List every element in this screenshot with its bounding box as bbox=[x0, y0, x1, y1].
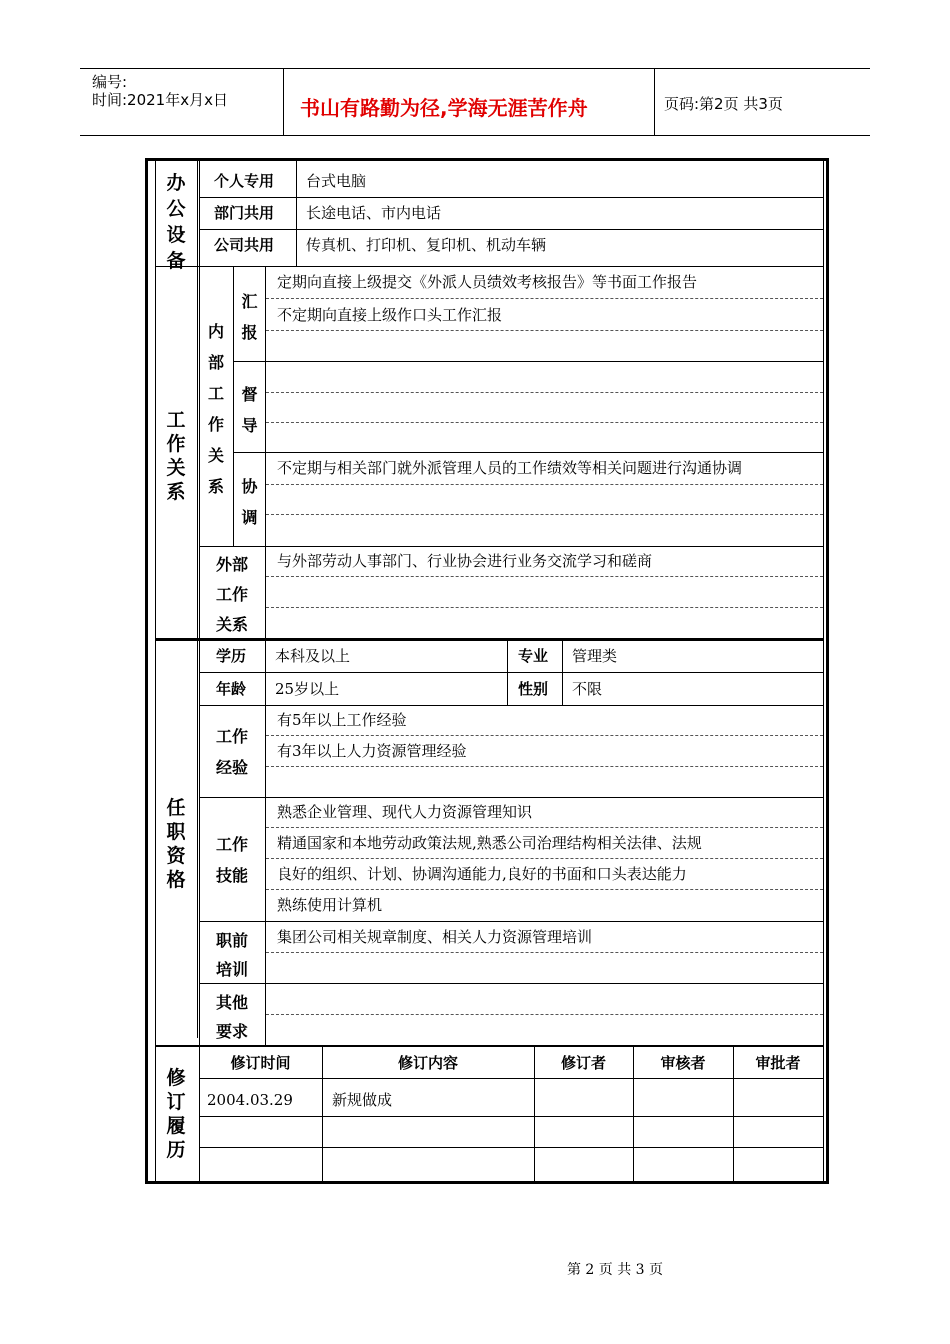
other-requirements-label: 其他 要求 bbox=[215, 993, 248, 1041]
document-code-label: 编号: bbox=[92, 73, 128, 91]
coordinate-line: 不定期与相关部门就外派管理人员的工作绩效等相关问题进行沟通协调 bbox=[277, 459, 743, 477]
revision-header-time: 修订时间 bbox=[230, 1054, 291, 1072]
revision-header-content: 修订内容 bbox=[397, 1054, 458, 1072]
external-relations-label: 外部 工作 关系 bbox=[215, 555, 248, 634]
gender-label: 性别 bbox=[518, 680, 549, 698]
revision-header-approver: 审批者 bbox=[755, 1054, 801, 1072]
gender-value: 不限 bbox=[572, 680, 603, 698]
header-motto: 书山有路勤为径,学海无涯苦作舟 bbox=[300, 96, 588, 120]
training-label: 职前 培训 bbox=[215, 931, 248, 979]
revision-time-cell: 2004.03.29 bbox=[207, 1091, 293, 1109]
external-line: 与外部劳动人事部门、行业协会进行业务交流学习和磋商 bbox=[277, 552, 653, 570]
age-label: 年龄 bbox=[216, 680, 247, 698]
revision-section-title: 修 订 履 历 bbox=[166, 1067, 186, 1161]
document-time-label: 时间:2021年x月x日 bbox=[92, 91, 228, 109]
office-section-title: 办 公 设 备 bbox=[166, 172, 186, 272]
qual-section-title: 任 职 资 格 bbox=[166, 797, 186, 891]
office-row-value: 长途电话、市内电话 bbox=[306, 204, 442, 222]
report-line: 定期向直接上级提交《外派人员绩效考核报告》等书面工作报告 bbox=[277, 273, 698, 291]
revision-header-reviewer: 审核者 bbox=[660, 1054, 706, 1072]
coordinate-label: 协 调 bbox=[241, 477, 258, 527]
office-row-label: 个人专用 bbox=[214, 172, 275, 190]
office-row-label: 公司共用 bbox=[214, 236, 275, 254]
education-value: 本科及以上 bbox=[275, 647, 351, 665]
internal-relations-label: 内 部 工 作 关 系 bbox=[207, 322, 224, 496]
report-label: 汇 报 bbox=[241, 292, 258, 342]
revision-header-reviser: 修订者 bbox=[560, 1054, 606, 1072]
header-page-label: 页码:第2页 共3页 bbox=[664, 95, 783, 113]
office-row-value: 台式电脑 bbox=[306, 172, 367, 190]
work-section-title: 工 作 关 系 bbox=[166, 409, 186, 503]
skill-line: 熟练使用计算机 bbox=[277, 896, 383, 914]
skill-line: 良好的组织、计划、协调沟通能力,良好的书面和口头表达能力 bbox=[277, 865, 687, 883]
age-value: 25岁以上 bbox=[275, 680, 340, 698]
experience-label: 工作 经验 bbox=[215, 727, 248, 777]
skill-line: 熟悉企业管理、现代人力资源管理知识 bbox=[277, 803, 533, 821]
training-line: 集团公司相关规章制度、相关人力资源管理培训 bbox=[277, 928, 593, 946]
major-value: 管理类 bbox=[572, 647, 618, 665]
education-label: 学历 bbox=[216, 647, 247, 665]
experience-line: 有5年以上工作经验 bbox=[277, 711, 407, 729]
skill-line: 精通国家和本地劳动政策法规,熟悉公司治理结构相关法律、法规 bbox=[277, 834, 702, 852]
experience-line: 有3年以上人力资源管理经验 bbox=[277, 742, 467, 760]
office-row-label: 部门共用 bbox=[214, 204, 275, 222]
page-footer: 第 2 页 共 3 页 bbox=[566, 1262, 664, 1278]
supervise-label: 督 导 bbox=[241, 385, 258, 435]
report-line: 不定期向直接上级作口头工作汇报 bbox=[277, 306, 503, 324]
skills-label: 工作 技能 bbox=[215, 835, 248, 885]
revision-content-cell: 新规做成 bbox=[332, 1091, 393, 1109]
major-label: 专业 bbox=[518, 647, 549, 665]
office-row-value: 传真机、打印机、复印机、机动车辆 bbox=[306, 236, 547, 254]
